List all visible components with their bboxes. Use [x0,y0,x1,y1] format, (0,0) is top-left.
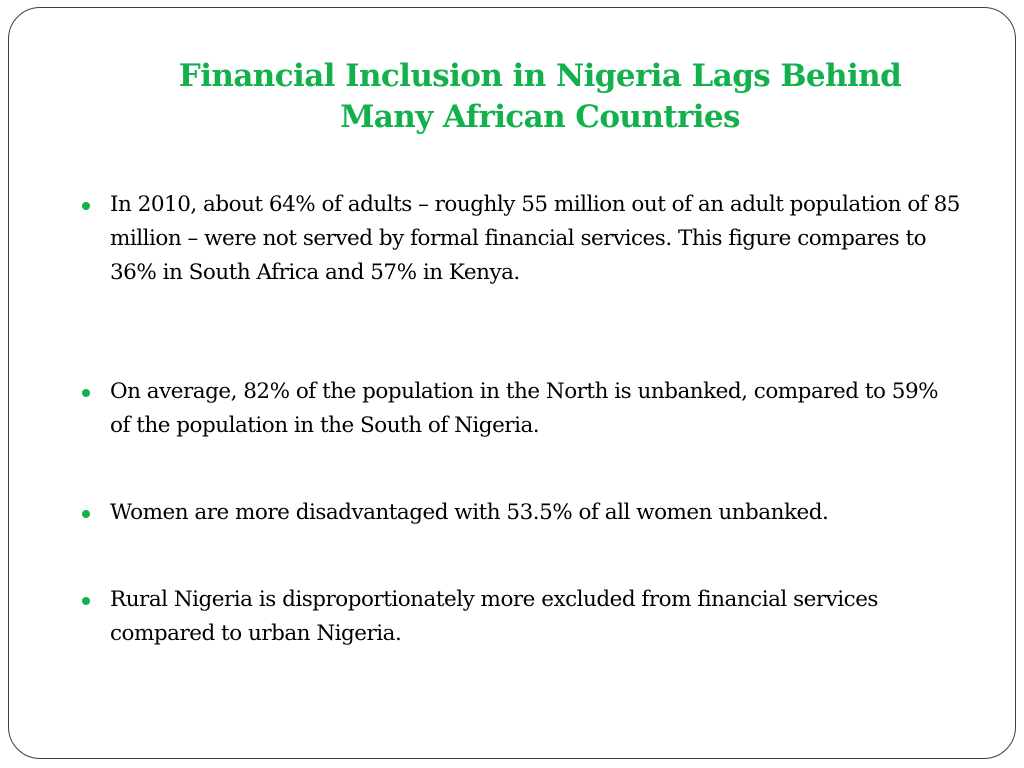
bullet-dot-icon [82,597,90,605]
slide-title-line-1: Financial Inclusion in Nigeria Lags Behind [178,58,902,94]
bullet-text: On average, 82% of the population in the North is unbanked, compared to 59% of the population in the South of Nigeria. [110,379,939,438]
slide-title [60,56,1020,138]
bullet-item [82,496,962,530]
bullet-item [82,375,962,443]
bullet-dot-icon [82,510,90,518]
bullet-text: In 2010, about 64% of adults – roughly 55 million out of an adult population of 85 million – were not served by formal financial services. This figure compares to 36% in South Africa and 57% in Kenya. [110,192,960,285]
bullet-item [82,583,962,651]
bullet-item [82,188,962,290]
slide-title-line-2: Many African Countries [340,99,740,135]
bullet-dot-icon [82,389,90,397]
bullet-text: Women are more disadvantaged with 53.5% of all women unbanked. [110,500,829,525]
bullet-text: Rural Nigeria is disproportionately more excluded from financial services compared to urban Nigeria. [110,587,878,646]
bullet-dot-icon [82,202,90,210]
